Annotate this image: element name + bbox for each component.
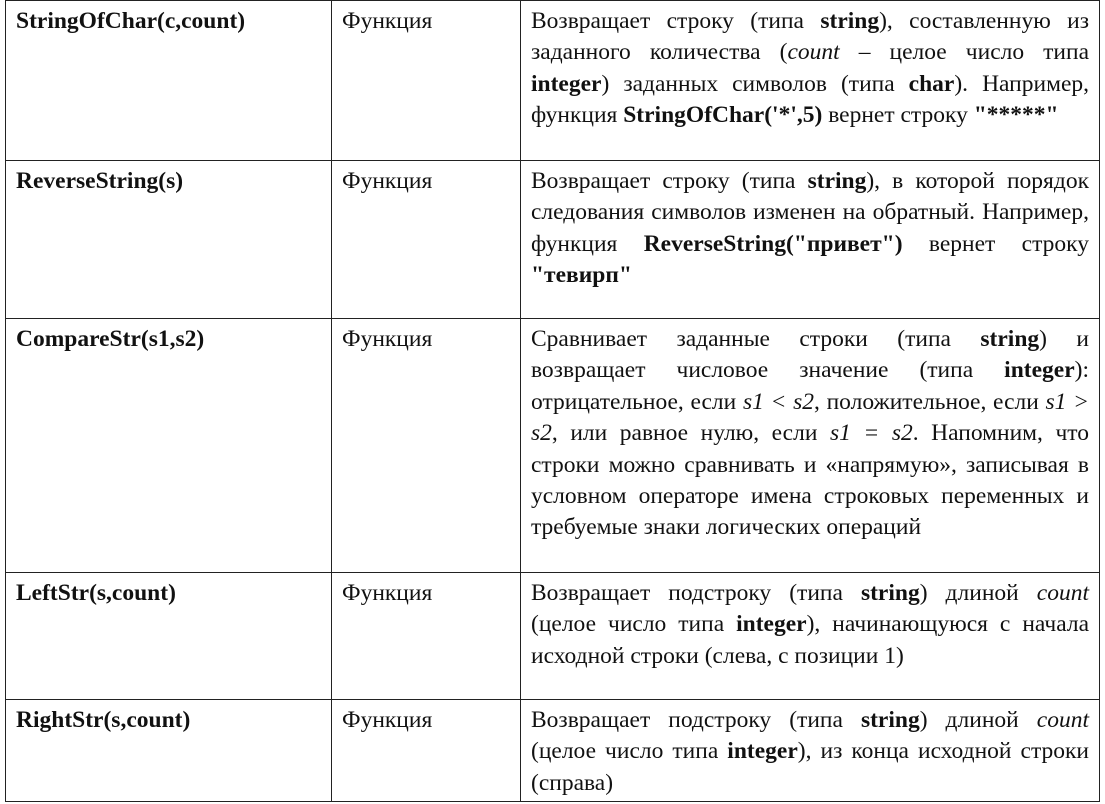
italic-term: count bbox=[1036, 580, 1089, 606]
description-text: ): отрицательное, если bbox=[531, 357, 1089, 415]
description-text: ), в которой порядок следования символов изменен на обратный. Например, функция bbox=[531, 168, 1089, 257]
function-description-cell bbox=[521, 1, 1100, 161]
description-text: ) длиной bbox=[919, 707, 1037, 733]
description-text: Сравнивает заданные строки (типа bbox=[531, 326, 981, 352]
description-text: – целое число типа bbox=[839, 39, 1090, 66]
function-name-cell: ReverseString(s) bbox=[6, 161, 332, 319]
description-text: (целое число типа bbox=[531, 611, 737, 638]
bold-term: integer bbox=[1004, 357, 1075, 384]
function-kind-cell: Функция bbox=[332, 700, 521, 802]
description-text: ), начинающуюся с начала исходной строки (слева, с позиции 1) bbox=[531, 611, 1089, 669]
description-text: Возвращает строку (типа bbox=[531, 8, 821, 34]
function-name-cell: StringOfChar(c,count) bbox=[6, 1, 332, 161]
description-text: ), из конца исходной строки (справа) bbox=[531, 738, 1089, 796]
bold-term: "тевирп" bbox=[531, 262, 632, 289]
description-text: , положительное, если bbox=[814, 388, 1046, 415]
function-description-cell bbox=[521, 161, 1100, 319]
italic-term: s1 = s2 bbox=[829, 420, 913, 447]
bold-term: char bbox=[908, 70, 955, 97]
function-description-cell bbox=[521, 573, 1100, 700]
function-kind-cell: Функция bbox=[332, 1, 521, 161]
bold-term: integer bbox=[727, 738, 798, 765]
description-text: (целое число типа bbox=[531, 738, 728, 765]
description-text: вернет строку bbox=[822, 102, 974, 129]
description-text: . Напомним, что строки можно сравнивать и «напрямую», записывая в условном операторе имена строковых переменных и требуемые знаки логических операций bbox=[531, 420, 1089, 541]
bold-term: StringOfChar('*',5) bbox=[623, 102, 823, 129]
bold-term: "*****" bbox=[973, 102, 1059, 129]
description-text: Возвращает строку (типа bbox=[531, 168, 808, 194]
function-description-cell bbox=[521, 319, 1100, 573]
function-description-cell bbox=[521, 700, 1100, 802]
table-row bbox=[6, 700, 1100, 802]
bold-term: string bbox=[820, 8, 880, 34]
function-kind-cell: Функция bbox=[332, 319, 521, 573]
bold-term: string bbox=[807, 168, 867, 194]
italic-term: s1 > s2 bbox=[531, 388, 1089, 447]
description-text: ), составленную из заданного количества ( bbox=[531, 8, 1089, 66]
description-text: ). Например, функция bbox=[531, 70, 1089, 129]
description-text: ) и возвращает числовое значение (типа bbox=[531, 326, 1089, 384]
description-text: Возвращает подстроку (типа bbox=[531, 580, 861, 606]
functions-table bbox=[5, 0, 1100, 802]
italic-term: count bbox=[787, 39, 840, 66]
bold-term: ReverseString("привет") bbox=[643, 230, 903, 257]
description-text: ) заданных символов (типа bbox=[601, 70, 909, 97]
table-row bbox=[6, 1, 1100, 161]
table-row bbox=[6, 161, 1100, 319]
bold-term: string bbox=[860, 580, 920, 606]
function-kind-cell: Функция bbox=[332, 573, 521, 700]
description-text: ) длиной bbox=[919, 580, 1037, 606]
italic-term: count bbox=[1036, 707, 1089, 733]
table-row bbox=[6, 573, 1100, 700]
bold-term: integer bbox=[531, 70, 602, 97]
function-name-cell: RightStr(s,count) bbox=[6, 700, 332, 802]
function-name-cell: LeftStr(s,count) bbox=[6, 573, 332, 700]
italic-term: s1 < s2 bbox=[742, 388, 814, 415]
description-text: вернет строку bbox=[902, 230, 1089, 257]
description-text: Возвращает подстроку (типа bbox=[531, 707, 861, 733]
description-text: , или равное нулю, если bbox=[551, 420, 830, 447]
function-kind-cell: Функция bbox=[332, 161, 521, 319]
bold-term: integer bbox=[736, 611, 807, 638]
table-row bbox=[6, 319, 1100, 573]
bold-term: string bbox=[980, 326, 1040, 352]
bold-term: string bbox=[860, 707, 920, 733]
function-name-cell: CompareStr(s1,s2) bbox=[6, 319, 332, 573]
